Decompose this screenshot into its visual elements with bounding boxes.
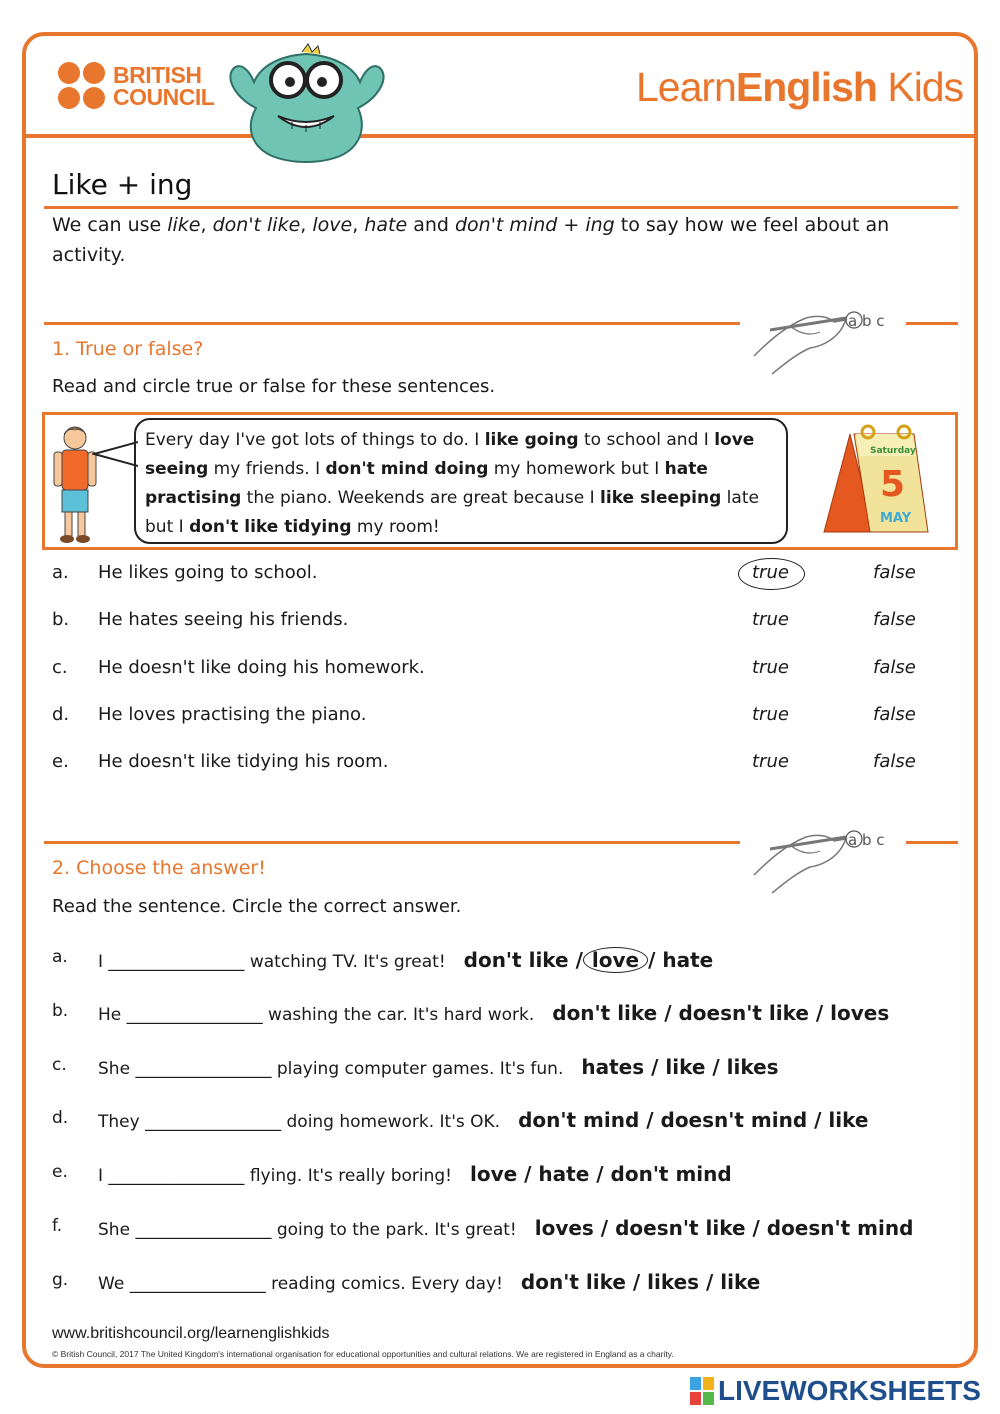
sentence-subject: She (98, 1220, 131, 1240)
sentence-subject: I (98, 1166, 104, 1186)
answer-blank[interactable]: ________________ (108, 952, 245, 972)
question-letter: a. (52, 562, 69, 583)
writing-hand-icon (750, 296, 940, 376)
title-divider (44, 206, 958, 209)
choice-question-row (52, 1211, 952, 1245)
brand-line-1: BRITISH (113, 61, 202, 88)
question-letter: d. (52, 1108, 69, 1128)
footer-url[interactable]: www.britishcouncil.org/learnenglishkids (52, 1325, 330, 1342)
true-option[interactable]: true (752, 751, 789, 772)
answer-blank[interactable]: ________________ (129, 1274, 266, 1294)
sentence-rest: flying. It's really boring! (244, 1166, 452, 1186)
question-sentence: He hates seeing his friends. (98, 609, 349, 630)
learnenglish-kids-logo: LearnEnglish Kids (636, 64, 964, 110)
tf-question-row (52, 562, 952, 592)
question-letter: g. (52, 1270, 69, 1290)
answer-blank[interactable]: ________________ (126, 1005, 263, 1025)
writing-hand-icon-2 (750, 815, 940, 895)
answer-blank[interactable]: ________________ (145, 1112, 282, 1132)
intro-text: We can use like, don't like, love, hate and don't mind + ing to say how we feel about an activity. (52, 214, 890, 266)
sentence-rest: reading comics. Every day! (265, 1274, 503, 1294)
sentence-rest: playing computer games. It's fun. (271, 1059, 564, 1079)
choice-question-row (52, 996, 952, 1030)
true-option[interactable]: true (752, 609, 789, 630)
calendar-icon (820, 420, 930, 540)
question-letter: e. (52, 1162, 68, 1182)
section2-title: 2. Choose the answer! (52, 857, 266, 879)
sentence-rest: watching TV. It's great! (244, 952, 446, 972)
tf-question-row (52, 751, 952, 781)
sentence-rest: doing homework. It's OK. (281, 1112, 501, 1132)
question-letter: c. (52, 1055, 67, 1075)
section2-divider (44, 841, 740, 844)
choice-question-row (52, 1157, 952, 1191)
page-title: Like + ing (52, 168, 193, 201)
svg-text:a b c: a b c (848, 312, 885, 330)
answer-options[interactable]: don't mind / doesn't mind / like (518, 1108, 869, 1132)
circled-answer-love: love (583, 947, 648, 973)
true-option[interactable]: true (752, 562, 789, 583)
speech-bubble-tail (92, 436, 138, 476)
false-option[interactable]: false (873, 657, 916, 678)
circled-answer-true (738, 558, 805, 590)
choice-question-row (52, 1265, 952, 1299)
question-letter: c. (52, 657, 68, 678)
sentence-rest: going to the park. It's great! (271, 1220, 517, 1240)
question-letter: b. (52, 1001, 69, 1021)
svg-text:Saturday: Saturday (870, 446, 916, 456)
answer-options[interactable]: love / hate / don't mind (470, 1162, 732, 1186)
svg-text:5: 5 (880, 464, 906, 505)
question-letter: a. (52, 947, 68, 967)
svg-text:a b c: a b c (848, 831, 885, 849)
question-sentence: He doesn't like doing his homework. (98, 657, 425, 678)
question-letter: e. (52, 751, 69, 772)
true-option[interactable]: true (752, 704, 789, 725)
answer-options[interactable]: hates / like / likes (581, 1055, 779, 1079)
false-option[interactable]: false (873, 609, 916, 630)
footer-copyright: © British Council, 2017 The United Kingdom's international organisation for educational opportunities and cultural relations. We are registered in England as a charity. (52, 1349, 674, 1359)
false-option[interactable]: false (873, 704, 916, 725)
sentence-rest: washing the car. It's hard work. (262, 1005, 535, 1025)
false-option[interactable]: false (873, 562, 916, 583)
question-sentence: He loves practising the piano. (98, 704, 367, 725)
question-sentence: He likes going to school. (98, 562, 318, 583)
speech-bubble: Every day I've got lots of things to do. I like going to school and I love seeing my friends. I don't mind doing my homework but I hate practising the piano. Weekends are great because I like sleeping late but I don't like tidying my room! (134, 418, 788, 544)
section1-title: 1. True or false? (52, 338, 204, 360)
choice-question-row (52, 1050, 952, 1084)
question-sentence: He doesn't like tidying his room. (98, 751, 389, 772)
header-divider (26, 134, 974, 138)
true-option[interactable]: true (752, 657, 789, 678)
answer-options[interactable]: don't like / love / hate (463, 948, 714, 972)
answer-options[interactable]: loves / doesn't like / doesn't mind (534, 1216, 914, 1240)
tf-question-row (52, 609, 952, 639)
answer-blank[interactable]: ________________ (108, 1166, 245, 1186)
question-letter: b. (52, 609, 70, 630)
sentence-subject: He (98, 1005, 122, 1025)
tf-question-row (52, 704, 952, 734)
sentence-subject: I (98, 952, 104, 972)
british-council-dots-icon (58, 62, 105, 109)
sentence-subject: We (98, 1274, 125, 1294)
tf-question-row (52, 657, 952, 687)
choice-question-row (52, 942, 952, 976)
sentence-subject: They (98, 1112, 140, 1132)
section2-instruction: Read the sentence. Circle the correct answer. (52, 896, 462, 917)
question-letter: f. (52, 1216, 63, 1236)
section1-divider (44, 322, 740, 325)
question-letter: d. (52, 704, 70, 725)
answer-options[interactable]: don't like / doesn't like / loves (552, 1001, 890, 1025)
monster-mascot-icon (216, 38, 396, 168)
answer-blank[interactable]: ________________ (135, 1220, 272, 1240)
choice-question-row (52, 1103, 952, 1137)
brand-line-2: COUNCIL (113, 83, 215, 110)
svg-text:MAY: MAY (880, 511, 912, 526)
liveworksheets-logo-icon (690, 1377, 714, 1405)
answer-options[interactable]: don't like / likes / like (520, 1270, 761, 1294)
section1-instruction: Read and circle true or false for these sentences. (52, 376, 496, 397)
sentence-subject: She (98, 1059, 131, 1079)
british-council-logo (58, 62, 214, 109)
liveworksheets-watermark: LIVEWORKSHEETS (690, 1375, 981, 1407)
answer-blank[interactable]: ________________ (135, 1059, 272, 1079)
false-option[interactable]: false (873, 751, 916, 772)
